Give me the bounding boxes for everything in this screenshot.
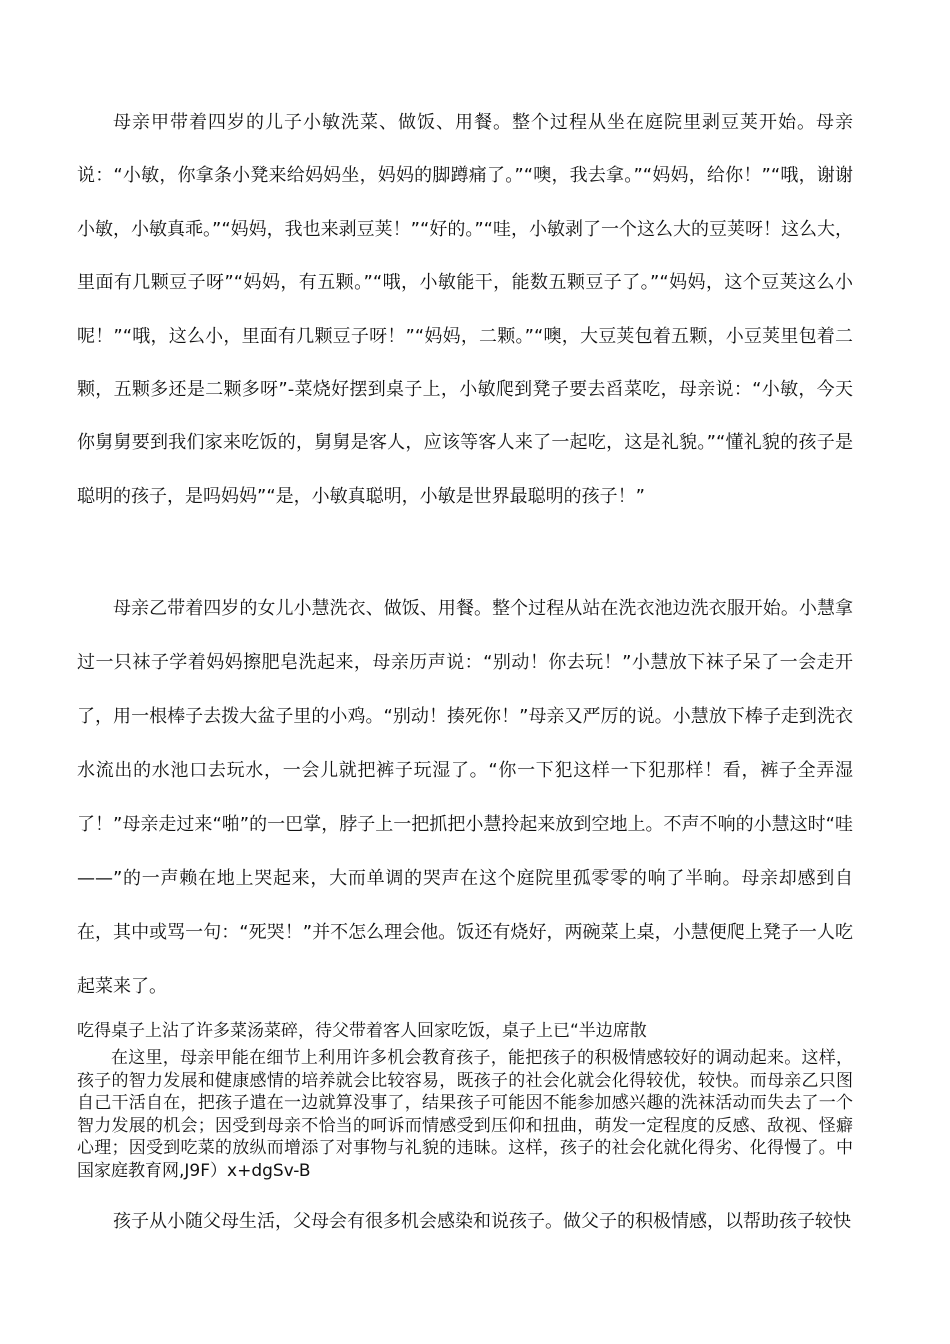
paragraph-mother-a: 母亲甲带着四岁的儿子小敏洗菜、做饭、用餐。整个过程从坐在庭院里剥豆荚开始。母亲说：“小敏，你拿条小凳来给妈妈坐，妈妈的脚蹲痛了。”“噢，我去拿。”“妈妈，给你！”“哦，谢谢小敏，小敏真乖。”“妈妈，我也来剥豆荚！”“好的。”“哇，小敏剥了一个这么大的豆荚呀！这么大，里面有几颗豆子呀”“妈妈，有五颗。”“哦，小敏能干，能数五颗豆子了。”“妈妈，这个豆荚这么小呢！”“哦，这么小，里面有几颗豆子呀！”“妈妈，二颗。”“噢，大豆荚包着五颗，小豆荚里包着二颗，五颗多还是二颗多呀”-菜烧好摆到桌子上，小敏爬到凳子要去舀菜吃，母亲说：“小敏，今天你舅舅要到我们家来吃饭的，舅舅是客人，应该等客人来了一起吃，这是礼貌。”“懂礼貌的孩子是聪明的孩子，是吗妈妈”“是，小敏真聪明，小敏是世界最聪明的孩子！” xyxy=(77,112,853,507)
paragraph-table-mess: 吃得桌子上沾了许多菜汤菜碎，待父带着客人回家吃饭，桌子上已“半边席散 xyxy=(77,1021,647,1041)
paragraph-analysis: 在这里，母亲甲能在细节上利用许多机会教育孩子，能把孩子的积极情感较好的调动起来。这样，孩子的智力发展和健康感情的培养就会比较容易，既孩子的社会化就会化得较优，较快。而母亲乙只图自己干活自在，把孩子遣在一边就算没事了，结果孩子可能因不能参加感兴趣的洗袜活动而失去了一个智力发展的机会；因受到母亲不恰当的呵诉而情感受到压仰和扭曲，萌发一定程度的反感、敌视、怪癖心理；因受到吃菜的放纵而增添了对事物与礼貌的违昧。这样，孩子的社会化就化得劣、化得慢了。中国家庭教育网,J9F）x+dgSv-B xyxy=(77,1048,853,1181)
paragraph-mother-b: 母亲乙带着四岁的女儿小慧洗衣、做饭、用餐。整个过程从站在洗衣池边洗衣服开始。小慧拿过一只袜子学着妈妈擦肥皂洗起来，母亲历声说：“别动！你去玩！”小慧放下袜子呆了一会走开了，用一根棒子去拨大盆子里的小鸡。“别动！揍死你！”母亲又严厉的说。小慧放下棒子走到洗衣水流出的水池口去玩水，一会儿就把裤子玩湿了。“你一下犯这样一下犯那样！看，裤子全弄湿了！”母亲走过来“啪”的一巴掌，脖子上一把抓把小慧拎起来放到空地上。不声不响的小慧这时“哇——”的一声赖在地上哭起来，大而单调的哭声在这个庭院里孤零零的响了半晌。母亲却感到自在，其中或骂一句：“死哭！”并不怎么理会他。饭还有烧好，两碗菜上桌，小慧便爬上凳子一人吃起菜来了。 xyxy=(77,598,853,997)
paragraph-conclusion: 孩子从小随父母生活，父母会有很多机会感染和说孩子。做父子的积极情感，以帮助孩子较快 xyxy=(113,1211,851,1232)
